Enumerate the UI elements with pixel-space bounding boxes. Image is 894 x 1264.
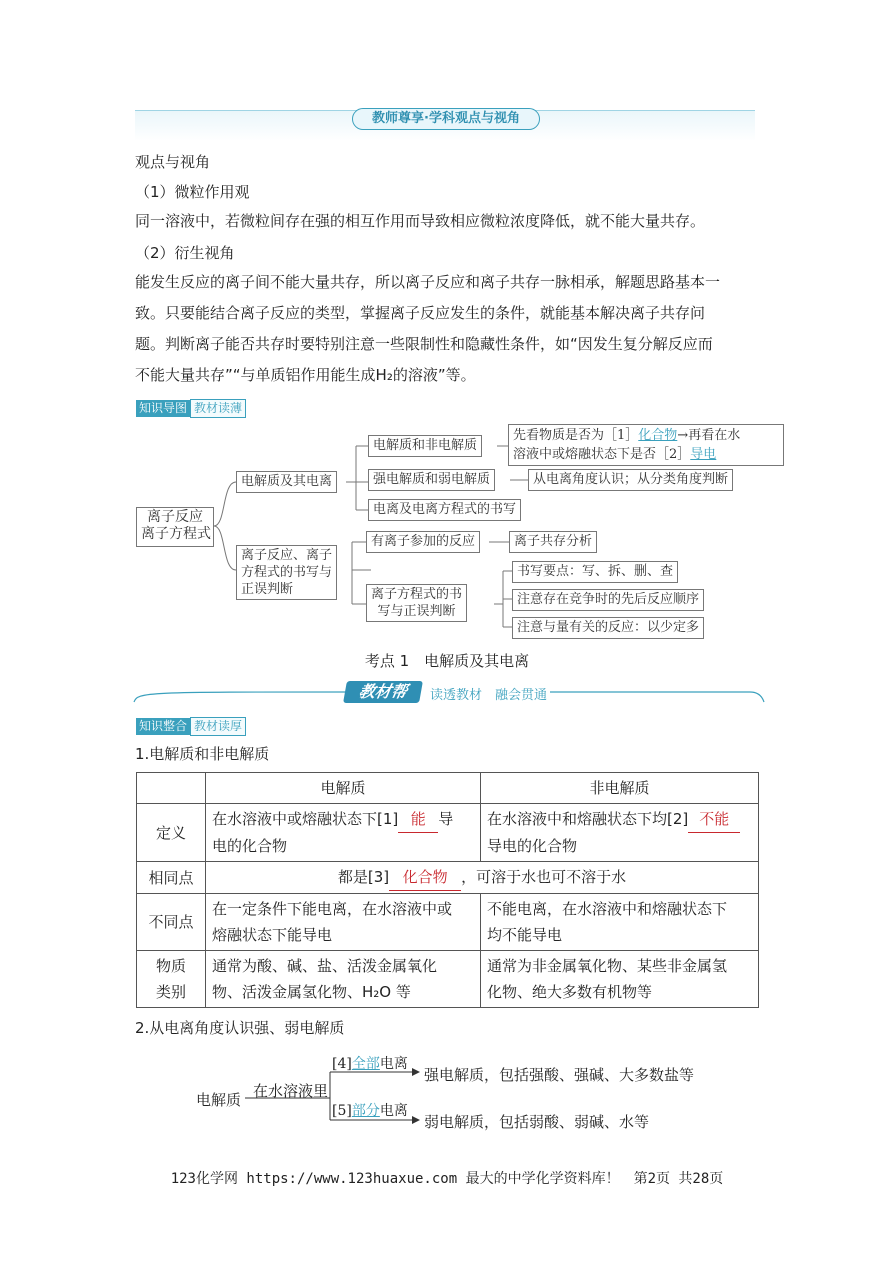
def-e3: 电的化合物 <box>212 837 288 855</box>
ionize-mid: 在水溶液里 <box>253 1082 329 1100</box>
mindmap-b2-1: 有离子参加的反应 <box>366 531 480 553</box>
def-n1: 在水溶液中和熔融状态下均[2] <box>487 810 689 828</box>
ionize-top-result: 强电解质，包括强酸、强碱、大多数盐等 <box>424 1066 695 1084</box>
mindmap-b2-line2: 方程式的书写与 <box>241 565 333 580</box>
mindmap-root-line1: 离子反应 <box>147 509 203 525</box>
mindmap-b2-2-note-3: 注意与量有关的反应：以少定多 <box>512 617 704 639</box>
mindmap-b2-2-line1: 离子方程式的书 <box>371 587 463 602</box>
cat-label-2: 类别 <box>155 983 186 1001</box>
item2-line-2: 致。只要能结合离子反应的类型，掌握离子反应发生的条件，就能基本解决离子共存问 <box>135 304 706 322</box>
diff-n-line1: 不能电离，在水溶液中和熔融状态下 <box>487 900 728 918</box>
diff-e-line2: 熔融状态下能导电 <box>212 926 333 944</box>
cat-e-line2: 物、活泼金属氢化物、H₂O 等 <box>212 983 411 1001</box>
item1-text: 同一溶液中，若微粒间存在强的相互作用而导致相应微粒浓度降低，就不能大量共存。 <box>135 212 706 230</box>
item2-line-4: 不能大量共存”“与单质铝作用能生成H₂的溶液”等。 <box>135 366 476 384</box>
item2-line-3: 题。判断离子能否共存时要特别注意一些限制性和隐藏性条件，如“因发生复分解反应而 <box>135 335 713 353</box>
zhishi-tag-b: 教材读厚 <box>190 717 246 736</box>
mindmap-b2-line3: 正误判断 <box>241 582 294 597</box>
same-answer: 化合物 <box>389 864 461 891</box>
ionize-top-post: 电离 <box>379 1056 408 1072</box>
ionize-bot-result: 弱电解质，包括弱酸、弱碱、水等 <box>424 1113 650 1131</box>
mindmap-b2-line1: 离子反应、离子 <box>241 548 333 563</box>
diff-n-line2: 均不能导电 <box>487 926 563 944</box>
mindmap-b2-1-note: 离子共存分析 <box>509 531 597 553</box>
item2-line-1: 能发生反应的离子间不能大量共存，所以离子反应和离子共存一脉相承，解题思路基本一 <box>135 273 721 291</box>
mindmap-b1-1: 电解质和非电解质 <box>368 435 482 457</box>
mindmap-tag-b: 教材读薄 <box>190 399 246 418</box>
ionize-left: 电解质 <box>196 1091 242 1109</box>
note-l1a: 先看物质是否为［1］ <box>513 428 639 443</box>
def-e-answer: 能 <box>398 806 438 833</box>
note-l2a: 溶液中或熔融状态下是否［2］ <box>513 447 691 462</box>
item1-title: （1）微粒作用观 <box>135 183 250 201</box>
sec2-title: 2.从电离角度认识强、弱电解质 <box>135 1019 345 1037</box>
mindmap-b2-2-line2: 写与正误判断 <box>377 604 456 619</box>
same-label: 相同点 <box>137 862 206 894</box>
view-title: 观点与视角 <box>135 153 211 171</box>
mindmap-b1-3: 电离及电离方程式的书写 <box>368 499 521 521</box>
same-1: 都是[3] <box>337 868 390 886</box>
mindmap-b1-2-note: 从电离角度认识；从分类角度判断 <box>528 469 733 491</box>
note-l1b: →再看在水 <box>677 428 741 443</box>
diff-label: 不同点 <box>137 894 206 951</box>
table-header-electrolyte: 电解质 <box>206 773 481 804</box>
mindmap-b2-2-note-1: 书写要点：写、拆、删、查 <box>512 561 678 583</box>
def-e2: 导 <box>438 810 454 828</box>
def-e1: 在水溶液中或熔融状态下[1] <box>212 810 399 828</box>
note-ans1: 化合物 <box>638 428 678 443</box>
header-banner-title: 教师尊享·学科观点与视角 <box>352 108 540 130</box>
same-2: ，可溶于水也可不溶于水 <box>461 868 627 886</box>
mindmap-b1: 电解质及其电离 <box>236 471 337 493</box>
mindmap-root-line2: 离子方程式 <box>141 526 211 542</box>
sec1-title: 1.电解质和非电解质 <box>135 745 270 763</box>
def-n-answer: 不能 <box>688 806 740 833</box>
def-n3: 导电的化合物 <box>487 837 578 855</box>
mindmap-tag-a: 知识导图 <box>136 400 190 417</box>
def-label: 定义 <box>137 804 206 862</box>
section-banner-sub: 读透教材 融会贯通 <box>430 688 548 703</box>
section-banner-title: 教材帮 <box>343 681 423 703</box>
mindmap-b2-2-note-2: 注意存在竞争时的先后反应顺序 <box>512 589 704 611</box>
note-ans2: 导电 <box>690 447 717 462</box>
ionize-top-label <box>332 1053 408 1073</box>
ionize-bot-label <box>332 1100 408 1120</box>
ionize-bot-post: 电离 <box>379 1103 408 1119</box>
item2-title: （2）衍生视角 <box>135 244 235 262</box>
ionize-top-pre: [4] <box>332 1056 352 1072</box>
ionize-top-answer: 全部 <box>351 1056 380 1072</box>
ionize-bot-answer: 部分 <box>351 1103 380 1119</box>
diff-e-line1: 在一定条件下能电离，在水溶液中或 <box>212 900 453 918</box>
mindmap-b1-2: 强电解质和弱电解质 <box>368 469 495 491</box>
ionize-bot-pre: [5] <box>332 1103 352 1119</box>
cat-label-1: 物质 <box>155 957 186 975</box>
zhishi-tag-a: 知识整合 <box>136 718 190 735</box>
table-header-nonelectrolyte: 非电解质 <box>481 773 759 804</box>
page-footer: 123化学网 https://www.123huaxue.com 最大的中学化学资料库！ 第2页 共28页 <box>170 1171 724 1187</box>
kaodian-title: 考点 1 电解质及其电离 <box>364 652 530 670</box>
cat-e-line1: 通常为酸、碱、盐、活泼金属氧化 <box>212 957 438 975</box>
cat-n-line1: 通常为非金属氧化物、某些非金属氢 <box>487 957 728 975</box>
cat-n-line2: 化物、绝大多数有机物等 <box>487 983 653 1001</box>
